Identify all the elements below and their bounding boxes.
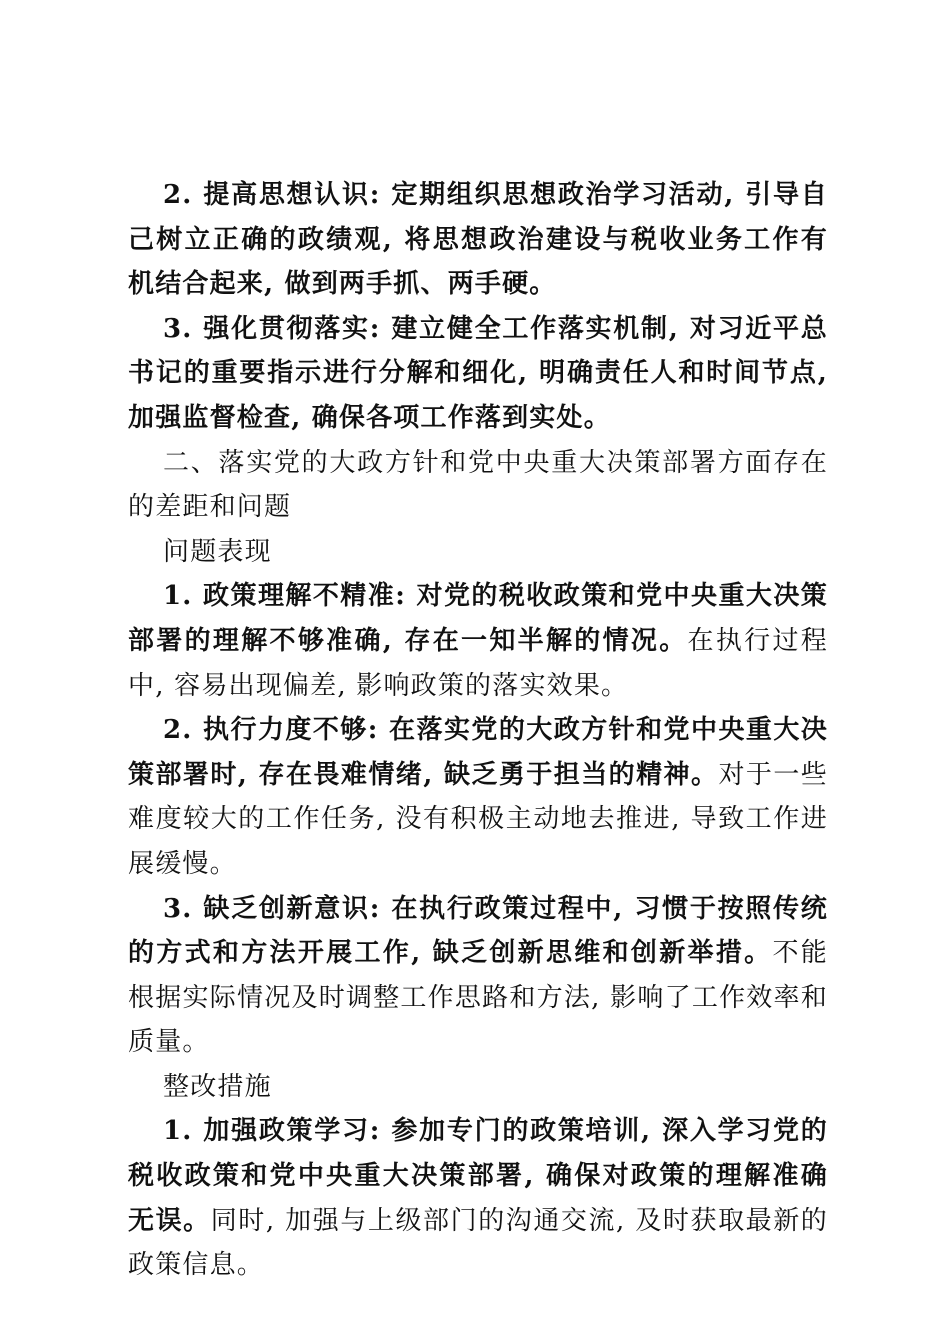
document-page	[128, 173, 828, 1288]
paragraph-bold-text: 1. 政策理解不精准: 对党的税收政策和党中央重大决策部署的理解不够准确, 存在一知半解的情况。	[128, 581, 828, 656]
subheading-problems: 问题表现	[163, 536, 272, 567]
paragraph-bold-text: 3. 强化贯彻落实: 建立健全工作落实机制, 对习近平总书记的重要指示进行分解和细化, 明确责任人和时间节点, 加强监督检查, 确保各项工作落到实处。	[128, 313, 828, 433]
paragraph-bold-text: 2. 提高思想认识: 定期组织思想政治学习活动, 引导自己树立正确的政绩观, 将思想政治建设与税收业务工作有机结合起来, 做到两手抓、两手硬。	[128, 180, 828, 300]
paragraph-strengthen-implementation	[128, 307, 828, 441]
section-heading: 二、落实党的大政方针和党中央重大决策部署方面存在的差距和问题	[128, 447, 828, 523]
subheading-rectification: 整改措施	[163, 1071, 272, 1102]
paragraph-normal-text: 在执行过程中, 容易出现偏差, 影响政策的落实效果。	[128, 625, 828, 701]
paragraph-normal-text: 同时, 加强与上级部门的沟通交流, 及时获取最新的政策信息。	[128, 1205, 829, 1281]
paragraph-policy-understanding	[128, 574, 828, 708]
paragraph-normal-text: 不能根据实际情况及时调整工作思路和方法, 影响了工作效率和质量。	[128, 938, 828, 1058]
paragraph-policy-study	[128, 1109, 828, 1287]
paragraph-bold-text: 1. 加强政策学习: 参加专门的政策培训, 深入学习党的税收政策和党中央重大决策部署, 确保对政策的理解准确无误。	[128, 1116, 828, 1236]
paragraph-normal-text: 对于一些难度较大的工作任务, 没有积极主动地去推进, 导致工作进展缓慢。	[128, 759, 828, 879]
paragraph-bold-text: 2. 执行力度不够: 在落实党的大政方针和党中央重大决策部署时, 存在畏难情绪, 缺乏勇于担当的精神。	[128, 715, 828, 790]
paragraph-improve-awareness	[128, 173, 828, 307]
paragraph-innovation	[128, 887, 828, 1065]
paragraph-execution-strength	[128, 708, 828, 886]
paragraph-bold-text: 3. 缺乏创新意识: 在执行政策过程中, 习惯于按照传统的方式和方法开展工作, 缺乏创新思维和创新举措。	[128, 893, 828, 969]
